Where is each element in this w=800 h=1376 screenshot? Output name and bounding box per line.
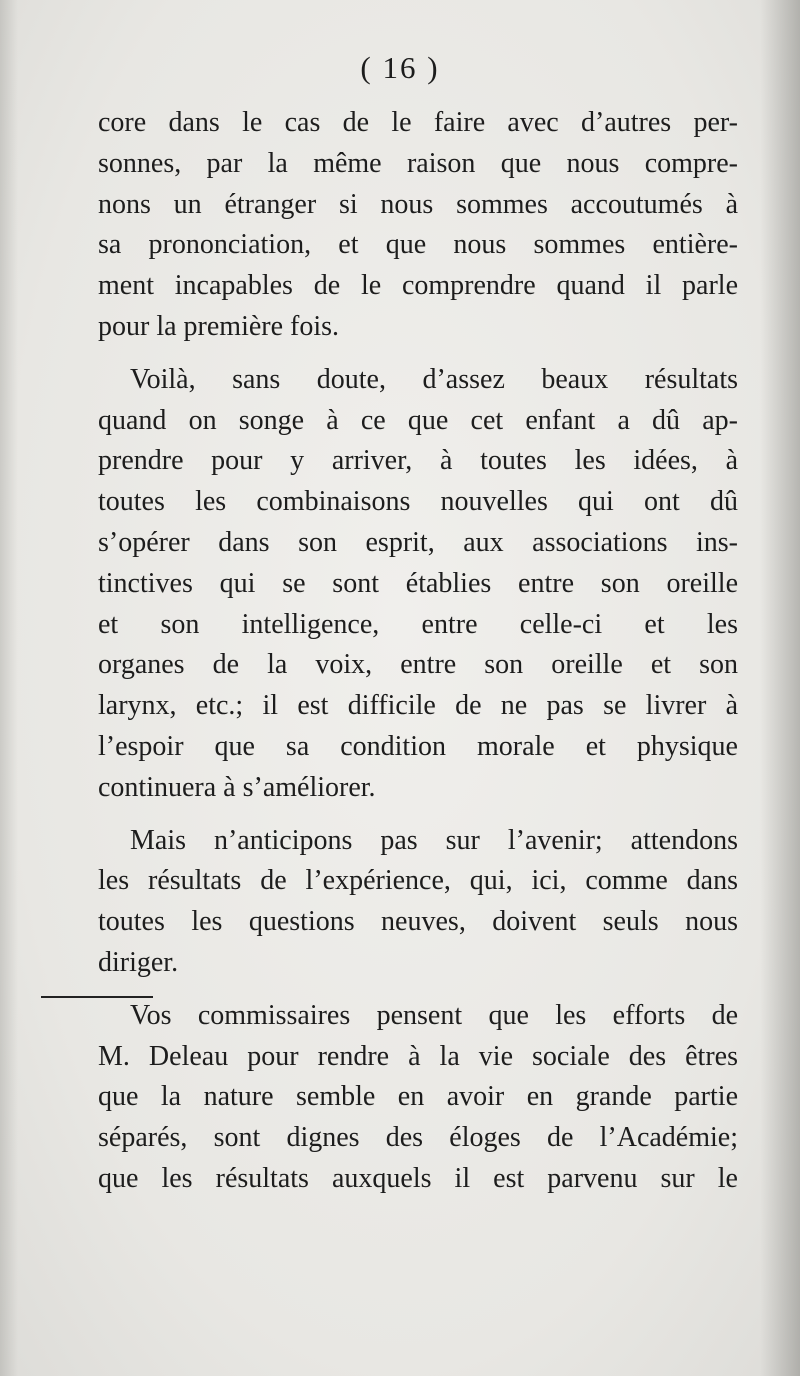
text-line: continuera à s’améliorer. xyxy=(98,771,376,803)
text-line: core dans le cas de le faire avec d’autres per- xyxy=(98,107,738,138)
text-line: que la nature semble en avoir en grande partie xyxy=(98,1081,738,1113)
page-number: ( 16 ) xyxy=(360,50,440,85)
paragraph-gap xyxy=(98,809,738,821)
text-line: ment incapables de le comprendre quand il parle xyxy=(98,270,738,302)
text-line: et son intelligence, entre celle-ci et les xyxy=(98,608,738,640)
text-line: les résultats de l’expérience, qui, ici, comme dans xyxy=(98,865,738,897)
text-line: tinctives qui se sont établies entre son oreille xyxy=(98,567,738,599)
text-line: s’opérer dans son esprit, aux associations ins- xyxy=(98,526,738,558)
text-line: Vos commissaires pensent que les efforts de xyxy=(130,999,738,1031)
page-shadow-right xyxy=(760,0,800,1376)
text-line: sonnes, par la même raison que nous compre- xyxy=(98,147,738,179)
text-line: l’espoir que sa condition morale et physique xyxy=(98,730,738,762)
text-line: M. Deleau pour rendre à la vie sociale des êtres xyxy=(98,1040,738,1072)
text-line: pour la première fois. xyxy=(98,310,340,342)
text-line: Voilà, sans doute, d’assez beaux résultats xyxy=(130,363,738,395)
paragraph-gap xyxy=(98,984,738,996)
text-line: toutes les questions neuves, doivent seuls nous xyxy=(98,906,738,938)
text-line: quand on songe à ce que cet enfant a dû ap- xyxy=(98,404,738,436)
text-line: nons un étranger si nous sommes accoutumés à xyxy=(98,188,738,220)
text-line: larynx, etc.; il est difficile de ne pas se livrer à xyxy=(98,690,738,722)
page-shadow-left xyxy=(0,0,18,1376)
body-text xyxy=(98,103,738,1200)
text-line: séparés, sont dignes des éloges de l’Académie; xyxy=(98,1122,738,1154)
text-line: diriger. xyxy=(98,946,179,978)
text-line: que les résultats auxquels il est parvenu sur le xyxy=(98,1162,738,1194)
text-line: Mais n’anticipons pas sur l’avenir; attendons xyxy=(130,824,738,856)
paragraph-gap xyxy=(98,348,738,360)
text-line: prendre pour y arriver, à toutes les idées, à xyxy=(98,445,738,477)
text-line: organes de la voix, entre son oreille et son xyxy=(98,649,738,681)
text-line: toutes les combinaisons nouvelles qui ont dû xyxy=(98,486,738,518)
text-line: sa prononciation, et que nous sommes entière- xyxy=(98,229,738,261)
